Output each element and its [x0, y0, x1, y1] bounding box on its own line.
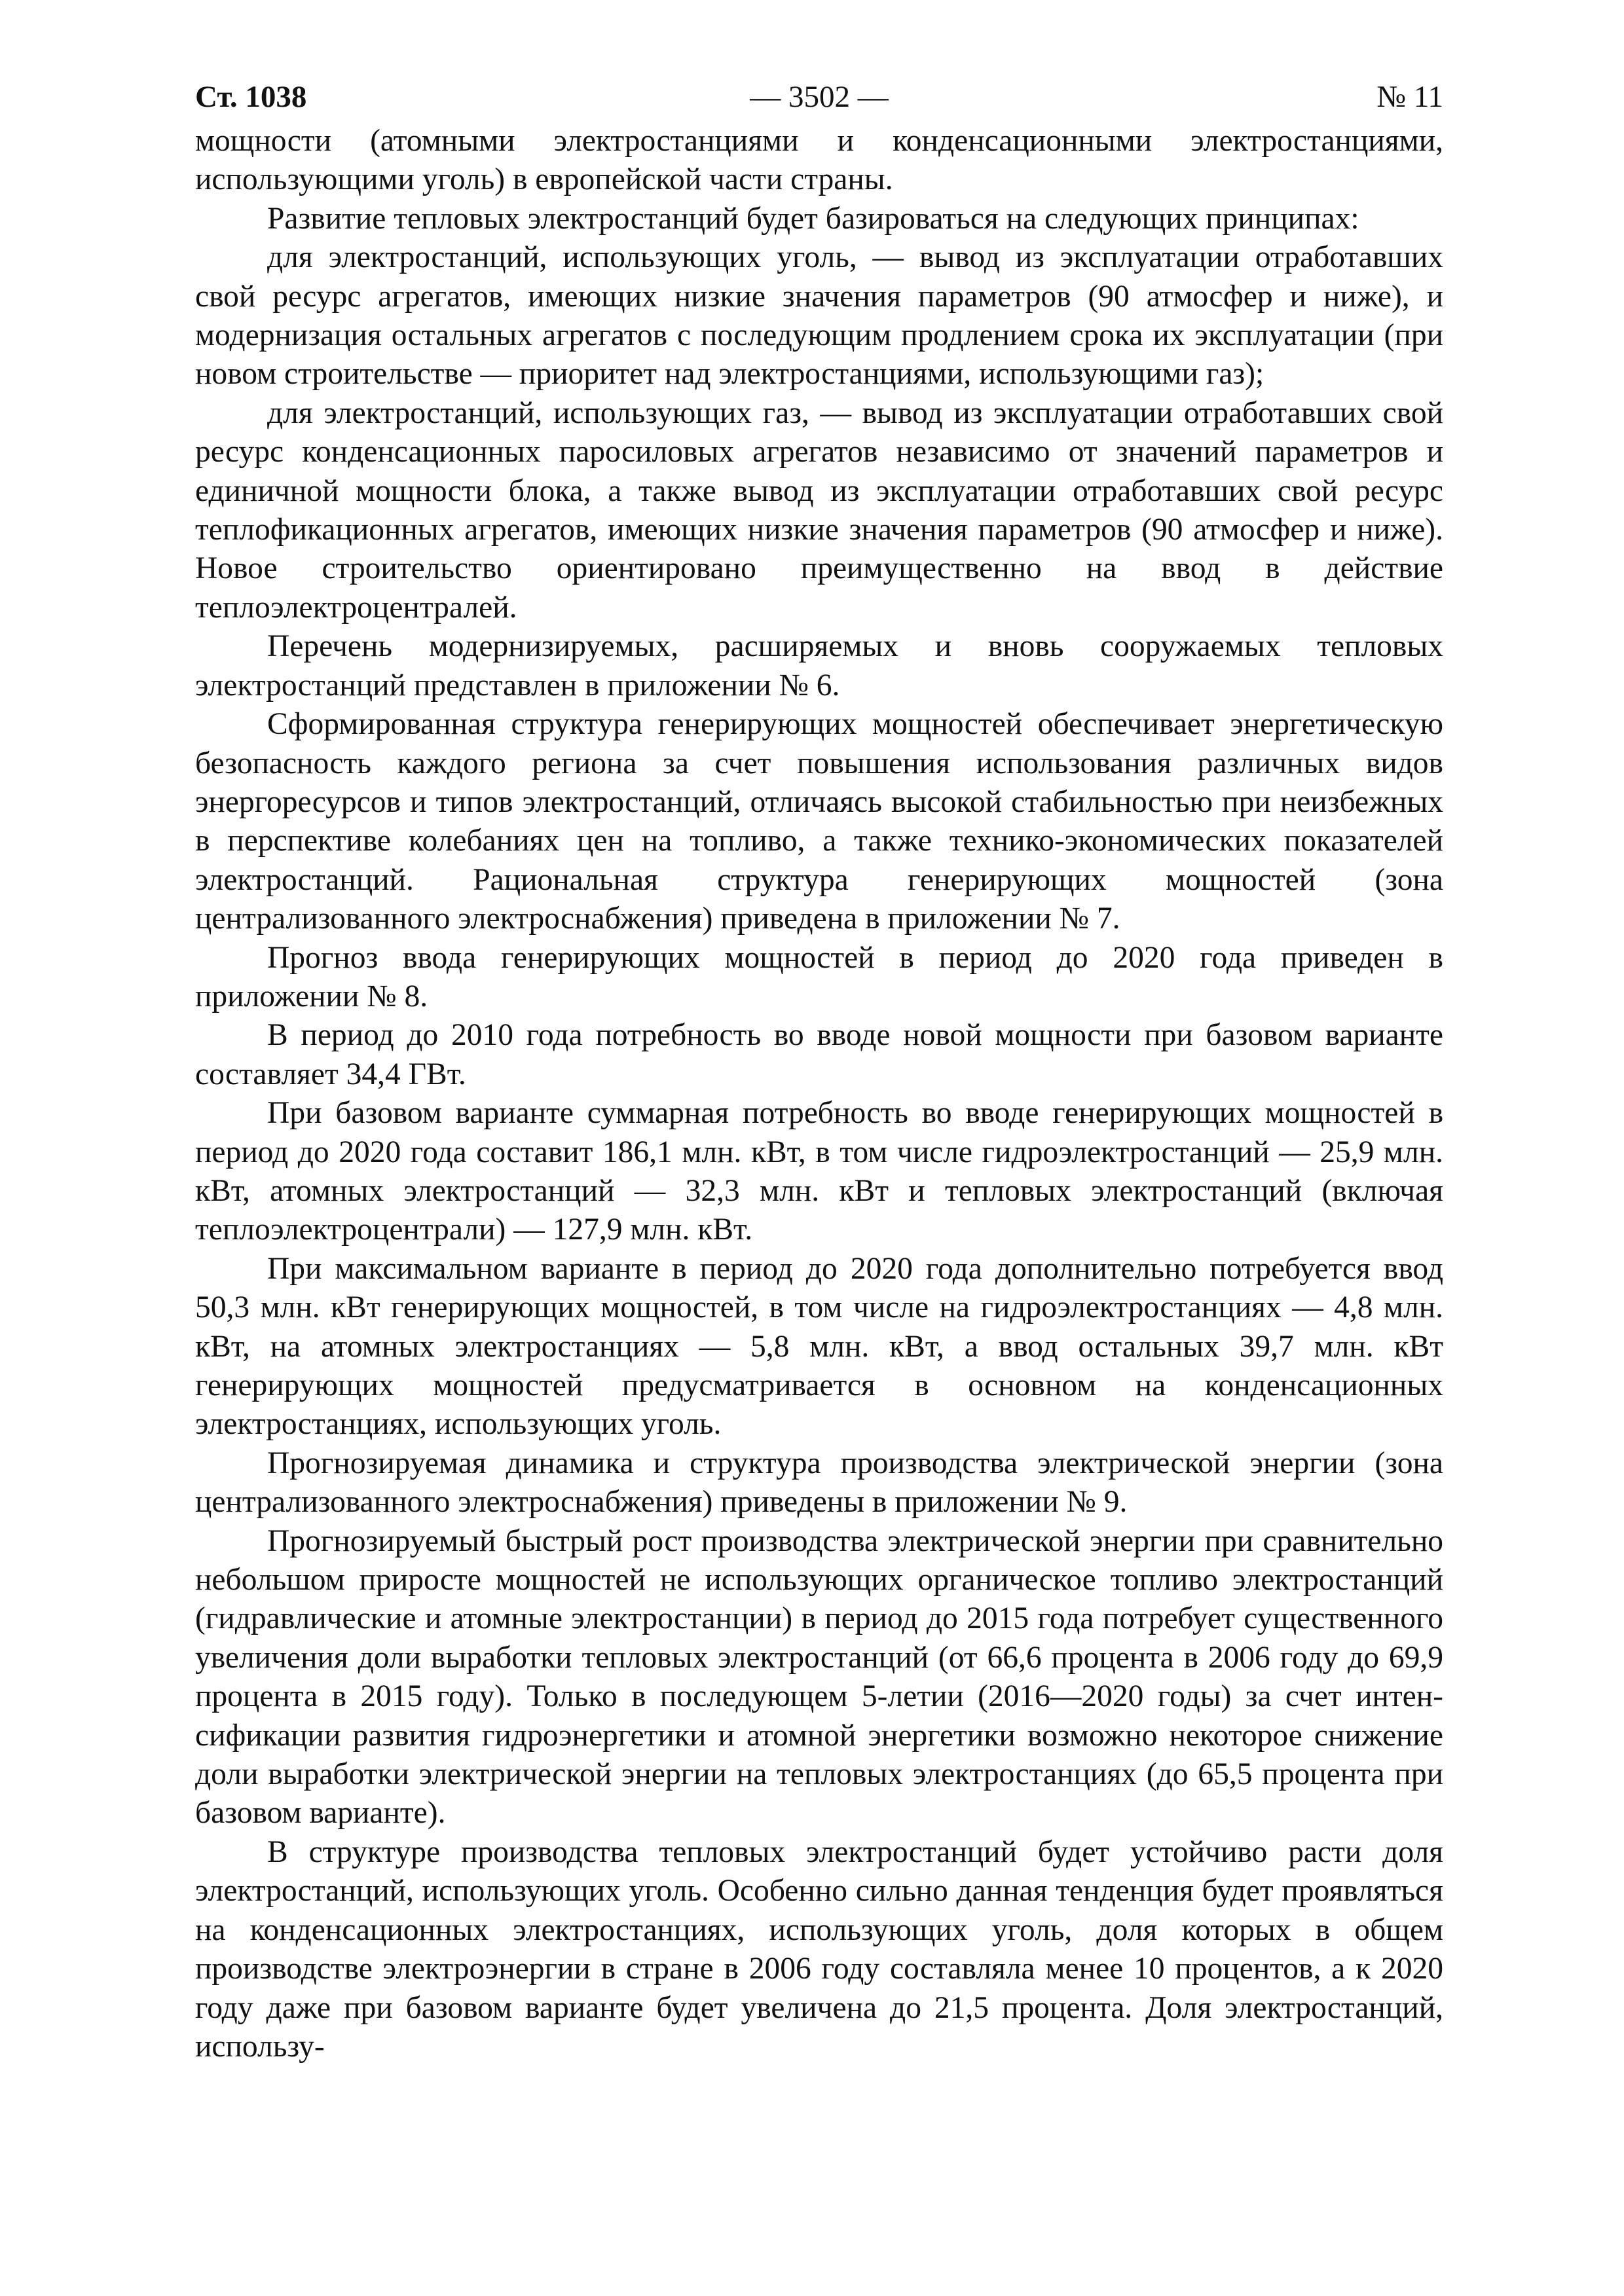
paragraph: Развитие тепловых электростанций будет базироваться на следующих принципах: [267, 201, 1359, 236]
paragraph: При максимальном варианте в период до 2020 года дополнительно потребуется ввод 50,3 млн. кВт генерирующих мощностей, в том числе на гидроэлектростанциях — 4,8 млн. кВт, на атомных электростанциях — 5,8 млн. кВт, а ввод остальных 39,7 млн. кВт генерирующих мощностей предусматривается в основном на конденсационных электростанциях, использующих уголь. [195, 1251, 1443, 1442]
issue-number: № 11 [1376, 80, 1443, 114]
paragraph: Прогнозируемая динамика и структура производства электрической энергии (зона централизованного электроснабжения) приведены в приложении № 9. [195, 1446, 1443, 1520]
paragraph: для электростанций, использующих газ, — вывод из эксплуатации отработавших свой ресурс конденсационных паросиловых агрегатов независимо от значений параметров и единичной мощности блока, а также вывод из эксплуатации отработавших свой ресурс теплофикационных агрегатов, имеющих низкие значения параметров (90 атмосфер и ниже). Новое строительство ориентировано преимущественно на ввод в действие теплоэлектроцентралей. [195, 395, 1443, 625]
paragraph: Прогнозируемый быстрый рост производства электрической энергии при сравнительно небольшом приросте мощностей не использующих органическое топливо электростанций (гидравлические и атомные электростанции) в период до 2015 года потребует существенного увеличения доли выработки тепловых электростанций (от 66,6 процента в 2006 году до 69,9 процента в 2015 году). Только в последующем 5-летии (2016—2020 годы) за счет интенсификации развития гидроэнергетики и атомной энергетики возможно некоторое снижение доли выработки электрической энергии на тепловых электростанциях (до 65,5 процента при базовом варианте). [195, 1523, 1443, 1831]
document-body [195, 122, 1443, 2066]
paragraph: для электростанций, использующих уголь, — вывод из эксплуатации отработавших свой ресурс агрегатов, имеющих низкие значения параметров (90 атмосфер и ниже), и модернизация остальных агрегатов с последующим продлением срока их эксплуатации (при новом строительстве — приоритет над электростанциями, использующими газ); [195, 240, 1443, 392]
page-number: — 3502 — [750, 80, 889, 114]
paragraph: Перечень модернизируемых, расширяемых и вновь сооружаемых тепловых электростанций представлен в приложении № 6. [195, 629, 1443, 702]
article-number: Ст. 1038 [195, 80, 307, 114]
paragraph: Прогноз ввода генерирующих мощностей в период до 2020 года приведен в приложении № 8. [195, 940, 1443, 1013]
document-page [195, 72, 1443, 2066]
paragraph: При базовом варианте суммарная потребность во вводе генерирующих мощностей в период до 2020 года составит 186,1 млн. кВт, в том числе гидроэлектростанций — 25,9 млн. кВт, атомных электростанций — 32,3 млн. кВт и тепловых электростанций (включая теплоэлектроцентрали) — 127,9 млн. кВт. [195, 1096, 1443, 1247]
paragraph: В структуре производства тепловых электростанций будет устойчиво расти доля электростанций, использующих уголь. Особенно сильно данная тенденция будет проявляться на конденсационных электростанциях, использующих уголь, доля которых в общем производстве электроэнергии в стране в 2006 году составляла менее 10 процентов, а к 2020 году даже при базовом варианте будет увеличена до 21,5 процента. Доля электростанций, использу- [195, 1834, 1443, 2064]
page-header [195, 72, 1443, 122]
paragraph: В период до 2010 года потребность во вводе новой мощности при базовом варианте составляет 34,4 ГВт. [195, 1018, 1443, 1091]
paragraph: Сформированная структура генерирующих мощностей обеспечивает энергетическую безопасность каждого региона за счет повышения использования различных видов энергоресурсов и типов электростанций, отличаясь высокой стабильностью при неизбежных в перспективе колебаниях цен на топливо, а также технико-экономических показателей электростанций. Рациональная структура генерирующих мощностей (зона централизованного электроснабжения) приведена в приложении № 7. [195, 707, 1443, 936]
paragraph-continuation: мощности (атомными электростанциями и конденсационными электростанциями, использующими уголь) в европейской части страны. [195, 124, 1443, 197]
